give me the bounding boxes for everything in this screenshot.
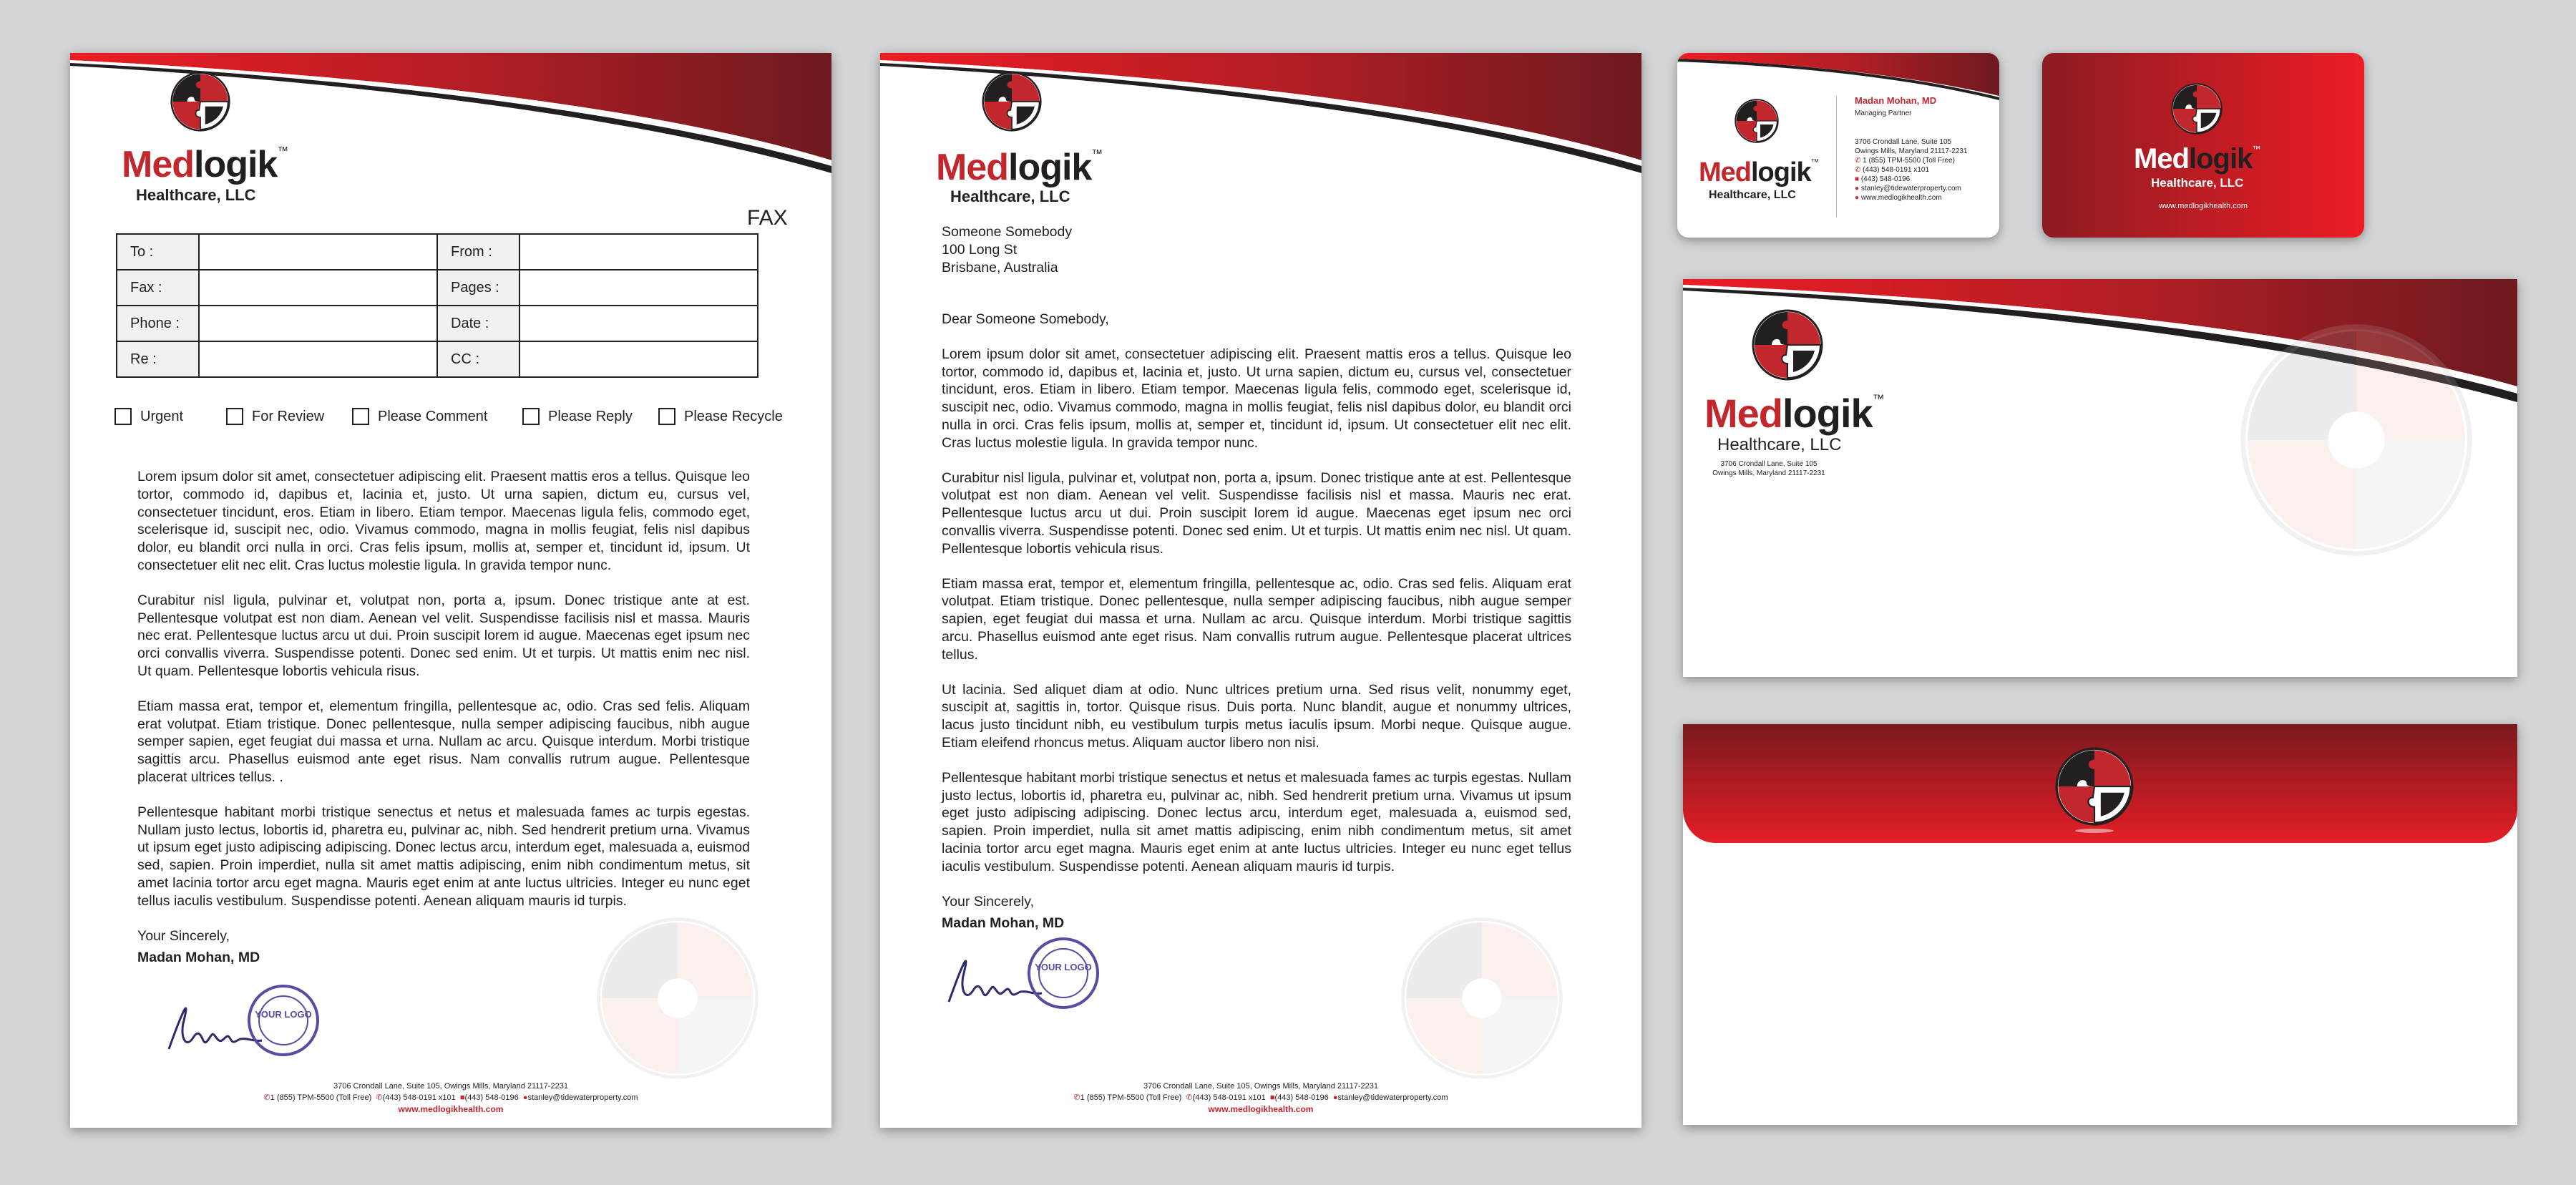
fax-field-fax[interactable] bbox=[199, 270, 437, 306]
letterhead-footer bbox=[880, 1081, 1641, 1115]
footer-phone-toll-free: 1 (855) TPM-5500 (Toll Free) bbox=[270, 1093, 372, 1102]
fax-field-cc[interactable] bbox=[519, 341, 758, 377]
fax-field-re[interactable] bbox=[199, 341, 437, 377]
brand-subtitle: Healthcare, LLC bbox=[950, 187, 1070, 205]
fax-label-fax: Fax : bbox=[117, 270, 199, 306]
checkbox-box[interactable] bbox=[226, 408, 243, 425]
checkbox-box[interactable] bbox=[352, 408, 369, 425]
card-url[interactable]: www.medlogikhealth.com bbox=[1860, 194, 1942, 202]
body-paragraph: Curabitur nisl ligula, pulvinar et, volutpat non, porta a, ipsum. Donec tristique ante at est. Pellentesque volutpat est non diam. Aenean vel velit. Suspendisse facilisis nisl et massa. Mauris nec erat. Pellentesque luctus arcu ut dui. Proin suscipit lorem id augue. Maecenas eget ipsum nec orci convallis viverra. Suspendisse potenti. Donec sed enim. Ut et turpis. Ut mattis enim nec nisl. Ut quam. Pellentesque lobortis vehicula risus. bbox=[137, 592, 750, 679]
body-paragraph: Etiam massa erat, tempor et, elementum fringilla, pellentesque ac, odio. Cras sed felis. Aliquam erat volutpat. Etiam tristique. Donec pellentesque, nulla semper adipiscing faucibus, nibh augue semper sapien, eget feugiat dui massa et urna. Nullam ac arcu. Quisque interdum. Morbi tristique sagittis arcu. Phasellus euismod ante eget risus. Nam convallis rutrum augue. Pellentesque placerat ultrices tellus. . bbox=[137, 698, 750, 785]
business-card-back bbox=[2042, 53, 2364, 238]
email-icon: ● bbox=[522, 1093, 528, 1102]
envelope-address-line: Owings Mills, Maryland 21117-2231 bbox=[1712, 469, 1825, 477]
checkbox-box[interactable] bbox=[114, 408, 132, 425]
phone-icon: ✆ bbox=[1855, 166, 1863, 174]
puzzle-watermark-icon bbox=[2238, 322, 2474, 558]
business-card-front bbox=[1677, 53, 1999, 238]
card-email[interactable]: stanley@tidewaterproperty.com bbox=[1860, 185, 1961, 192]
card-name: Madan Mohan, MD bbox=[1855, 95, 1937, 106]
brand-subtitle: Healthcare, LLC bbox=[136, 186, 256, 204]
phone-icon: ✆ bbox=[1186, 1093, 1193, 1102]
envelope-front bbox=[1683, 279, 2517, 677]
email-icon: ● bbox=[1332, 1093, 1338, 1102]
checkbox-please-reply[interactable]: Please Reply bbox=[522, 408, 658, 425]
puzzle-circle-icon bbox=[1735, 99, 1779, 143]
fax-label-re: Re : bbox=[117, 341, 199, 377]
checkbox-for-review[interactable]: For Review bbox=[226, 408, 352, 425]
fax-field-to[interactable] bbox=[199, 234, 437, 270]
body-paragraph: Ut lacinia. Sed aliquet diam at odio. Nunc ultrices pretium urna. Sed risus velit, nonummy eget, suscipit at, sagittis in, tortor. Quisque risus. Duis porta. Nunc blandit, augue et nonummy ultrices, lacus justo tincidunt nibh, eu vestibulum turpis metus iaculis ipsum. Morbi neque. Quisque augue. Etiam eleifend rhoncus metus. Aliquam auctor libero non nisi. bbox=[942, 681, 1571, 751]
card-divider bbox=[1836, 96, 1837, 218]
card-swoosh bbox=[1677, 53, 1999, 110]
logo-shadow bbox=[2075, 829, 2114, 833]
email-icon: ● bbox=[1855, 185, 1861, 192]
footer-fax: (443) 548-0196 bbox=[464, 1093, 519, 1102]
footer-phone: (443) 548-0191 x101 bbox=[1192, 1093, 1266, 1102]
fax-icon: ■ bbox=[1855, 175, 1861, 183]
body-paragraph: Pellentesque habitant morbi tristique senectus et netus et malesuada fames ac turpis egestas. Nullam justo lectus, lobortis id, pharetra eu, pulvinar ac, nibh. Sed hendrerit pretium urna. Vivamus ut ipsum eget justo adipiscing adipiscing. Donec lectus arcu, interdum eget, malesuada a, euismod sed, sapien. Proin imperdiet, nulla sit amet mattis adipiscing, enim nibh condimentum metus, sit amet lacinia tortor arcu eget magna. Mauris eget enim at ante luctus ultricies. Integer eu nunc eget tellus iaculis vestibulum. Suspendisse potenti. Aenean aliquam mauris id turpis. bbox=[942, 769, 1571, 874]
body-paragraph: Lorem ipsum dolor sit amet, consectetuer adipiscing elit. Praesent mattis eros a tellus. Quisque leo tortor, commodo id, dapibus et, lacinia et, justo. Ut urna sapien, dictum eu, cursus vel, consectetuer tincidunt, eros. Etiam in libero. Etiam tempor. Maecenas ligula felis, commodo eget, scelerisque id, suscipit nec, odio. Vivamus commodo, magna in mollis feugiat, felis nisl dapibus dolor, eu blandit orci nulla in orci. Cras felis ipsum, mollis at, semper et, tincidunt id, ipsum. Ut consectetuer elit nec elit. Cras luctus molestie ligula. In gravida tempor nunc. bbox=[942, 346, 1571, 451]
brand-wordmark: Medlogik™ bbox=[1704, 391, 1885, 436]
address-line: Someone Somebody bbox=[942, 224, 1073, 240]
stamp-text: YOUR LOGO bbox=[255, 1009, 312, 1020]
footer-url[interactable]: www.medlogikhealth.com bbox=[1208, 1104, 1314, 1114]
card-address-line: Owings Mills, Maryland 21117-2231 bbox=[1855, 147, 1968, 155]
card-back-url[interactable]: www.medlogikhealth.com bbox=[2158, 202, 2248, 210]
brand-subtitle: Healthcare, LLC bbox=[1709, 189, 1796, 201]
letterhead-sheet bbox=[880, 53, 1641, 1128]
fax-label-from: From : bbox=[437, 234, 519, 270]
fax-label-to: To : bbox=[117, 234, 199, 270]
signer-name: Madan Mohan, MD bbox=[137, 950, 260, 966]
fax-label-pages: Pages : bbox=[437, 270, 519, 306]
body-paragraph: Lorem ipsum dolor sit amet, consectetuer adipiscing elit. Praesent mattis eros a tellus. Quisque leo tortor, commodo id, dapibus et, lacinia et, justo. Ut urna sapien, dictum eu, cursus vel, consectetuer tincidunt, eros. Etiam in libero. Etiam tempor. Maecenas ligula felis, commodo eget, scelerisque id, suscipit nec, odio. Vivamus commodo, magna in mollis feugiat, felis nisl dapibus dolor, eu blandit orci nulla in orci. Cras felis ipsum, mollis at, semper et, tincidunt id, ipsum. Ut consectetuer elit nec elit. Cras luctus molestie ligula. In gravida tempor nunc. bbox=[137, 469, 750, 573]
checkbox-box[interactable] bbox=[522, 408, 540, 425]
footer-fax: (443) 548-0196 bbox=[1274, 1093, 1329, 1102]
checkbox-urgent[interactable]: Urgent bbox=[114, 408, 226, 425]
closing: Your Sincerely, bbox=[137, 927, 230, 944]
phone-icon: ✆ bbox=[1855, 157, 1863, 165]
brand-subtitle: Healthcare, LLC bbox=[1717, 435, 1842, 454]
fax-body bbox=[137, 468, 750, 984]
fax-footer bbox=[70, 1081, 831, 1115]
brand-wordmark: Medlogik™ bbox=[122, 144, 288, 185]
fax-label-cc: CC : bbox=[437, 341, 519, 377]
footer-url[interactable]: www.medlogikhealth.com bbox=[398, 1104, 504, 1114]
puzzle-circle-icon bbox=[982, 72, 1042, 132]
puzzle-circle-icon bbox=[170, 72, 230, 132]
fax-field-pages[interactable] bbox=[519, 270, 758, 306]
table-row bbox=[117, 306, 758, 341]
card-fax: (443) 548-0196 bbox=[1860, 175, 1911, 183]
signer-name: Madan Mohan, MD bbox=[942, 915, 1065, 932]
footer-phone: (443) 548-0191 x101 bbox=[382, 1093, 456, 1102]
puzzle-circle-icon bbox=[2055, 747, 2134, 826]
footer-email[interactable]: stanley@tidewaterproperty.com bbox=[527, 1093, 638, 1102]
fax-field-phone[interactable] bbox=[199, 306, 437, 341]
globe-icon: ● bbox=[1855, 194, 1861, 202]
address-line: 100 Long St bbox=[942, 241, 1018, 258]
closing: Your Sincerely, bbox=[942, 893, 1034, 910]
salutation: Dear Someone Somebody, bbox=[942, 311, 1109, 327]
fax-label-date: Date : bbox=[437, 306, 519, 341]
envelope-address bbox=[1683, 459, 1855, 478]
card-phone-toll-free: 1 (855) TPM-5500 (Toll Free) bbox=[1863, 157, 1955, 165]
card-phone: (443) 548-0191 x101 bbox=[1863, 166, 1930, 174]
signature-stamp bbox=[162, 980, 326, 1066]
footer-phone-toll-free: 1 (855) TPM-5500 (Toll Free) bbox=[1080, 1093, 1182, 1102]
fax-title: FAX bbox=[747, 206, 788, 230]
card-role: Managing Partner bbox=[1855, 109, 1912, 117]
phone-icon: ✆ bbox=[1073, 1093, 1080, 1102]
brand-subtitle: Healthcare, LLC bbox=[2151, 176, 2244, 190]
body-paragraph: Curabitur nisl ligula, pulvinar et, volutpat non, porta a, ipsum. Donec tristique ante at est. Pellentesque volutpat est non diam. Aenean vel velit. Suspendisse facilisis nisl et massa. Mauris nec erat. Pellentesque luctus arcu ut dui. Proin suscipit lorem id augue. Maecenas eget ipsum nec orci convallis viverra. Suspendisse potenti. Donec sed enim. Ut et turpis. Ut mattis enim nec nisl. Ut quam. Pellentesque lobortis vehicula risus. bbox=[942, 469, 1571, 557]
card-address bbox=[1855, 137, 1967, 203]
phone-icon: ✆ bbox=[263, 1093, 270, 1102]
table-row bbox=[117, 341, 758, 377]
fax-field-from[interactable] bbox=[519, 234, 758, 270]
letter-body bbox=[942, 311, 1571, 950]
body-paragraph: Pellentesque habitant morbi tristique senectus et netus et malesuada fames ac turpis egestas. Nullam justo lectus, lobortis id, pharetra eu, pulvinar ac, nibh. Sed hendrerit pretium urna. Vivamus ut ipsum eget justo adipiscing adipiscing. Donec lectus arcu, interdum eget, malesuada a, euismod sed, sapien. Proin imperdiet, nulla sit amet mattis adipiscing, enim nibh condimentum metus, sit amet lacinia tortor arcu eget magna. Mauris eget enim at ante luctus ultricies. Integer eu nunc eget tellus iaculis vestibulum. Suspendisse potenti. Aenean aliquam mauris id turpis. bbox=[137, 804, 750, 909]
envelope-back bbox=[1683, 724, 2517, 1125]
footer-address: 3706 Crondall Lane, Suite 105, Owings Mills, Maryland 21117-2231 bbox=[333, 1082, 568, 1091]
signature-stamp bbox=[942, 933, 1106, 1019]
footer-email[interactable]: stanley@tidewaterproperty.com bbox=[1337, 1093, 1448, 1102]
table-row bbox=[117, 270, 758, 306]
stamp-text: YOUR LOGO bbox=[1035, 962, 1092, 972]
envelope-address-line: 3706 Crondall Lane, Suite 105 bbox=[1720, 460, 1818, 468]
address-line: Brisbane, Australia bbox=[942, 259, 1058, 275]
brand-wordmark: Medlogik™ bbox=[2134, 143, 2261, 175]
phone-icon: ✆ bbox=[376, 1093, 383, 1102]
fax-icon: ■ bbox=[1269, 1093, 1275, 1102]
card-address-line: 3706 Crondall Lane, Suite 105 bbox=[1855, 138, 1952, 146]
footer-address: 3706 Crondall Lane, Suite 105, Owings Mills, Maryland 21117-2231 bbox=[1143, 1082, 1378, 1091]
checkbox-please-recycle[interactable]: Please Recycle bbox=[658, 408, 783, 425]
puzzle-circle-icon bbox=[1752, 309, 1823, 381]
checkbox-please-comment[interactable]: Please Comment bbox=[352, 408, 522, 425]
brand-wordmark: Medlogik™ bbox=[936, 147, 1103, 188]
fax-label-phone: Phone : bbox=[117, 306, 199, 341]
fax-field-date[interactable] bbox=[519, 306, 758, 341]
brand-wordmark: Medlogik™ bbox=[1699, 157, 1820, 187]
fax-icon: ■ bbox=[459, 1093, 465, 1102]
fax-header-table bbox=[116, 233, 758, 378]
puzzle-circle-icon bbox=[2171, 83, 2223, 135]
fax-sheet bbox=[70, 53, 831, 1128]
body-paragraph: Etiam massa erat, tempor et, elementum fringilla, pellentesque ac, odio. Cras sed felis. Aliquam erat volutpat. Etiam tristique. Donec pellentesque, nulla semper adipiscing faucibus, nibh augue semper sapien, eget feugiat dui massa et urna. Nullam ac arcu. Quisque interdum. Morbi tristique sagittis arcu. Phasellus euismod ante eget risus. Nam convallis rutrum augue. Pellentesque placerat ultrices tellus. bbox=[942, 575, 1571, 663]
table-row bbox=[117, 234, 758, 270]
fax-checkbox-row bbox=[114, 408, 783, 425]
checkbox-box[interactable] bbox=[658, 408, 675, 425]
recipient-address bbox=[942, 223, 1299, 276]
